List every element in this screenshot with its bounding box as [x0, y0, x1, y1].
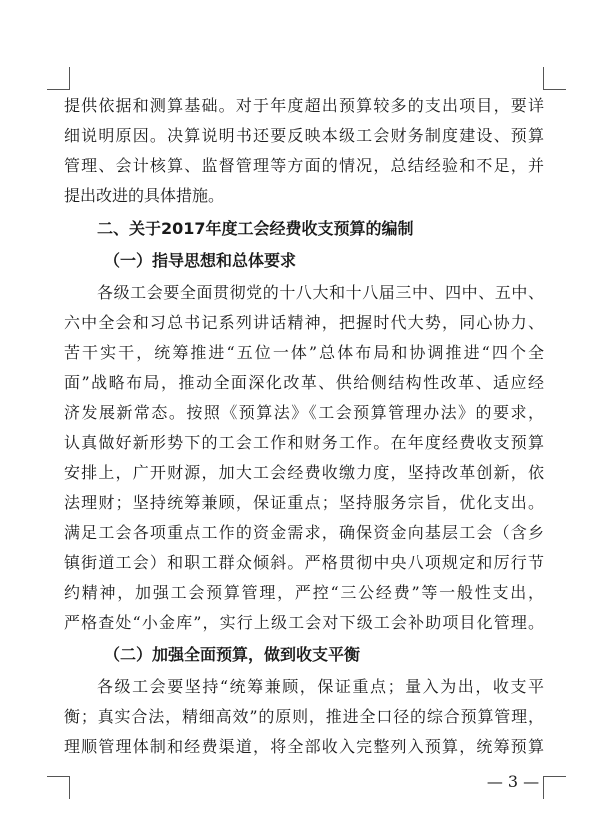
crop-mark-bottom-left: [47, 776, 70, 799]
body-line: 苦干实干，统筹推进“五位一体”总体布局和协调推进“四个全: [64, 343, 544, 362]
body-line: 细说明原因。决算说明书还要反映本级工会财务制度建设、预算: [64, 126, 544, 145]
body-line: 认真做好新形势下的工会工作和财务工作。在年度经费收支预算: [64, 433, 544, 452]
body-line: 提供依据和测算基础。对于年度超出预算较多的支出项目，要详: [64, 96, 544, 115]
body-line: 济发展新常态。按照《预算法》《工会预算管理办法》的要求，: [64, 403, 544, 422]
body-line: 衡；真实合法，精细高效”的原则，推进全口径的综合预算管理，: [64, 707, 544, 726]
body-line: 管理、会计核算、监督管理等方面的情况，总结经验和不足，并: [64, 156, 544, 175]
body-line: 约精神，加强工会预算管理，严控“三公经费”等一般性支出，: [64, 583, 544, 602]
body-line: 满足工会各项重点工作的资金需求，确保资金向基层工会（含乡: [64, 523, 544, 542]
body-line: 安排上，广开财源，加大工会经费收缴力度，坚持改革创新，依: [64, 463, 544, 482]
body-line: 各级工会要坚持“统筹兼顾，保证重点；量入为出，收支平: [97, 677, 544, 696]
section-heading: 二、关于2017年度工会经费收支预算的编制: [97, 219, 414, 238]
body-line: 提出改进的具体措施。: [64, 186, 225, 205]
subsection-heading: （二）加强全面预算，做到收支平衡: [104, 645, 361, 664]
subsection-heading: （一）指导思想和总体要求: [104, 251, 297, 270]
body-line: 六中全会和习总书记系列讲话精神，把握时代大势，同心协力、: [64, 313, 544, 332]
body-line: 严格查处“小金库”，实行上级工会对下级工会补助项目化管理。: [64, 613, 544, 632]
crop-mark-top-right: [543, 67, 566, 90]
crop-mark-top-left: [47, 67, 70, 90]
body-line: 各级工会要全面贯彻党的十八大和十八届三中、四中、五中、: [97, 283, 544, 302]
body-line: 面”战略布局，推动全面深化改革、供给侧结构性改革、适应经: [64, 373, 544, 392]
body-line: 镇街道工会）和职工群众倾斜。严格贯彻中央八项规定和厉行节: [64, 553, 544, 572]
page-number: — 3 —: [486, 772, 540, 791]
body-line: 理顺管理体制和经费渠道，将全部收入完整列入预算，统筹预算: [64, 737, 544, 756]
body-line: 法理财；坚持统筹兼顾，保证重点；坚持服务宗旨，优化支出。: [64, 493, 544, 512]
